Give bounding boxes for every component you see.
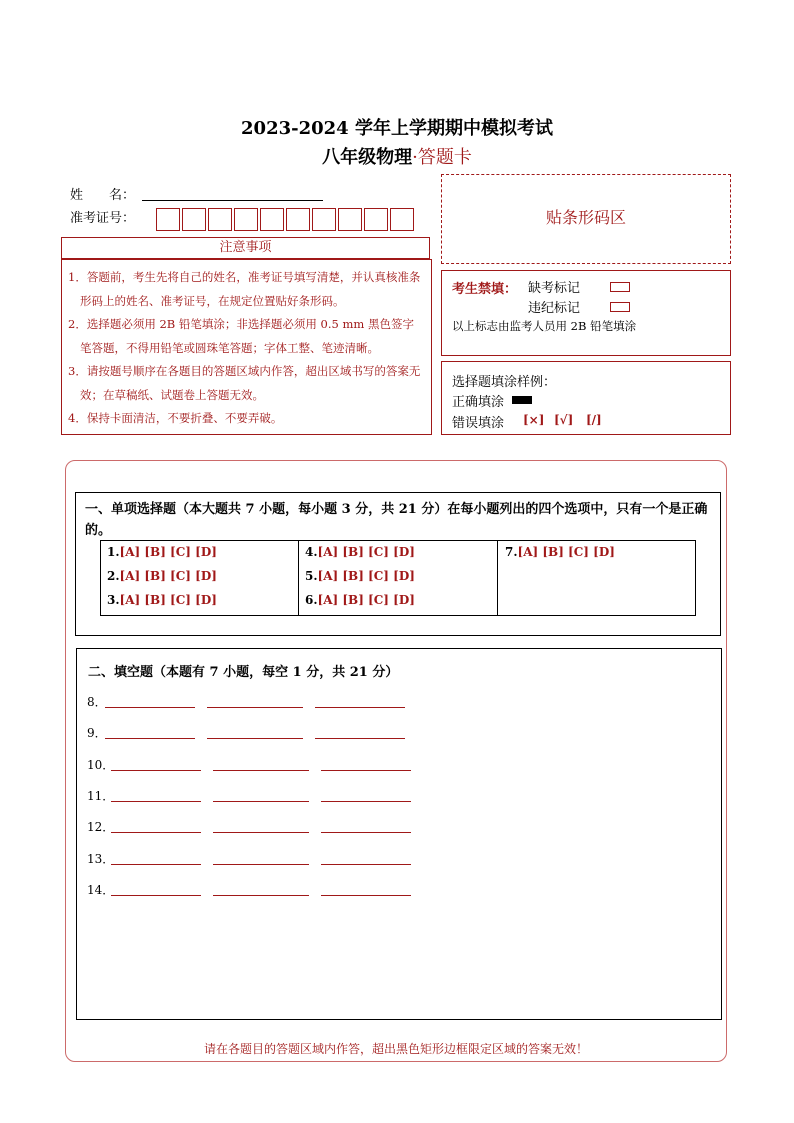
blank-answer-line[interactable]: [213, 770, 309, 771]
id-digit-box[interactable]: [312, 208, 336, 231]
notice-title: 注意事项: [61, 237, 430, 259]
subtitle-sub: 答题卡: [417, 147, 472, 168]
blank-answer-line[interactable]: [321, 864, 411, 865]
mc-divider: [497, 541, 498, 615]
blank-answer-line[interactable]: [213, 801, 309, 802]
blank-answer-line[interactable]: [111, 864, 201, 865]
fill-number: 11．: [87, 788, 115, 803]
blank-answer-line[interactable]: [111, 895, 201, 896]
mc-options[interactable]: [A] [B] [C] [D]: [317, 593, 415, 607]
mc-num: 7.: [505, 545, 518, 559]
forbid-note: 以上标志由监考人员用 2B 铅笔填涂: [452, 319, 637, 333]
blank-answer-line[interactable]: [213, 832, 309, 833]
mc-question[interactable]: [305, 569, 415, 583]
blank-answer-line[interactable]: [213, 864, 309, 865]
id-digit-box[interactable]: [260, 208, 284, 231]
violation-label: 违纪标记: [528, 301, 581, 316]
blank-answer-line[interactable]: [321, 832, 411, 833]
mc-question[interactable]: [305, 593, 415, 607]
violation-mark-box[interactable]: [610, 302, 630, 312]
mc-question[interactable]: [505, 545, 615, 559]
mc-table: [100, 540, 696, 616]
blank-answer-line[interactable]: [315, 707, 405, 708]
mc-question[interactable]: [107, 545, 217, 559]
fill-number: 8．: [87, 695, 107, 709]
section-2-title: 二、填空题（本题有 7 小题，每空 1 分，共 21 分）: [88, 665, 399, 680]
blank-answer-line[interactable]: [105, 738, 195, 739]
fill-number: 13．: [87, 851, 115, 866]
id-label: 准考证号：: [70, 211, 136, 226]
mc-options[interactable]: [A] [B] [C] [D]: [119, 569, 217, 583]
blank-answer-line[interactable]: [111, 770, 201, 771]
blank-answer-line[interactable]: [321, 895, 411, 896]
mc-options[interactable]: [A] [B] [C] [D]: [517, 545, 615, 559]
correct-label: 正确填涂: [452, 395, 505, 410]
notice-item: 1．答题前，考生先将自己的姓名，准考证号填写清楚，并认真核准条形码上的姓名、准考证号，在规定位置贴好条形码。: [68, 270, 421, 308]
wrong-label: 错误填涂: [452, 416, 505, 431]
blank-answer-line[interactable]: [315, 738, 405, 739]
mc-divider: [298, 541, 299, 615]
barcode-area: 贴条形码区: [441, 174, 731, 264]
id-digit-box[interactable]: [234, 208, 258, 231]
id-digit-box[interactable]: [364, 208, 388, 231]
blank-answer-line[interactable]: [105, 707, 195, 708]
blank-answer-line[interactable]: [207, 707, 303, 708]
id-boxes[interactable]: [156, 208, 416, 231]
fill-number: 9．: [87, 726, 107, 741]
wrong-mark-check: [√]: [554, 413, 574, 427]
blank-answer-line[interactable]: [111, 801, 201, 802]
blank-answer-line[interactable]: [321, 801, 411, 802]
mc-options[interactable]: [A] [B] [C] [D]: [119, 593, 217, 607]
subtitle-main: 八年级物理: [322, 147, 413, 168]
id-digit-box[interactable]: [156, 208, 180, 231]
mc-options[interactable]: [A] [B] [C] [D]: [317, 569, 415, 583]
name-field[interactable]: [142, 200, 323, 201]
absent-mark-box[interactable]: [610, 282, 630, 292]
sample-box: [441, 361, 731, 435]
mc-num: 1.: [107, 545, 120, 559]
id-digit-box[interactable]: [390, 208, 414, 231]
mc-question[interactable]: [305, 545, 415, 559]
wrong-mark-slash: [/]: [586, 413, 602, 427]
mc-num: 2.: [107, 569, 120, 583]
mc-options[interactable]: [A] [B] [C] [D]: [317, 545, 415, 559]
notice-item: 3．请按题号顺序在各题目的答题区域内作答，超出区域书写的答案无效；在草稿纸、试题卷上答题无效。: [68, 364, 421, 402]
fill-number: 12．: [87, 820, 115, 835]
wrong-mark-x: [×]: [523, 413, 545, 427]
subtitle-sep: ·: [412, 147, 418, 168]
mc-question[interactable]: [107, 593, 217, 607]
blank-answer-line[interactable]: [207, 738, 303, 739]
forbid-label: 考生禁填：: [452, 282, 518, 297]
name-label: 姓 名：: [70, 188, 136, 203]
notice-item: 2．选择题必须用 2B 铅笔填涂；非选择题必须用 0.5 mm 黑色签字笔答题，不得用铅笔或圆珠笔答题；字体工整、笔迹清晰。: [68, 317, 414, 355]
section-2: [76, 648, 722, 1020]
notice-body: [61, 259, 432, 435]
mc-options[interactable]: [A] [B] [C] [D]: [119, 545, 217, 559]
mc-num: 3.: [107, 593, 120, 607]
mc-num: 5.: [305, 569, 318, 583]
absent-label: 缺考标记: [528, 281, 581, 296]
blank-answer-line[interactable]: [321, 770, 411, 771]
blank-answer-line[interactable]: [213, 895, 309, 896]
id-digit-box[interactable]: [338, 208, 362, 231]
forbid-box: [441, 270, 731, 356]
section-1: [75, 492, 721, 636]
fill-number: 10．: [87, 757, 115, 772]
notice-item: 4．保持卡面清洁，不要折叠、不要弄破。: [68, 411, 283, 425]
page-subtitle: [0, 143, 794, 169]
sample-title: 选择题填涂样例：: [452, 375, 557, 390]
footer-note: 请在各题目的答题区域内作答，超出黑色矩形边框限定区域的答案无效！: [203, 1042, 588, 1056]
fill-number: 14．: [87, 882, 115, 897]
mc-num: 6.: [305, 593, 318, 607]
filled-mark-icon: [512, 396, 532, 404]
page-title: 2023-2024 学年上学期期中模拟考试: [241, 118, 553, 139]
id-digit-box[interactable]: [286, 208, 310, 231]
mc-num: 4.: [305, 545, 318, 559]
id-digit-box[interactable]: [208, 208, 232, 231]
id-digit-box[interactable]: [182, 208, 206, 231]
blank-answer-line[interactable]: [111, 832, 201, 833]
mc-question[interactable]: [107, 569, 217, 583]
section-1-title: 一、单项选择题（本大题共 7 小题，每小题 3 分，共 21 分）在每小题列出的四个选项中，只有一个是正确的。: [85, 502, 708, 538]
